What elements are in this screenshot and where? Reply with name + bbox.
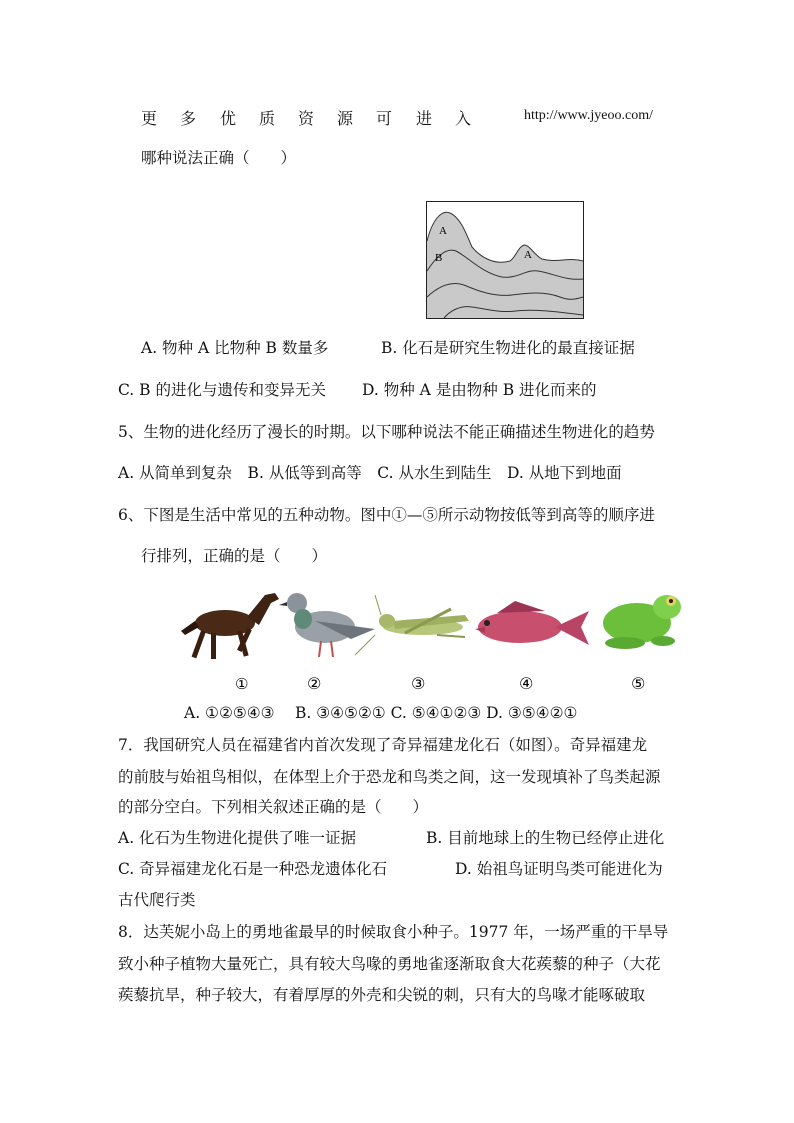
q7-option-b: B. 目前地球上的生物已经停止进化 — [426, 829, 665, 847]
frog-image — [603, 595, 681, 649]
horse-image — [181, 593, 279, 659]
q4-option-b: B. 化石是研究生物进化的最直接证据 — [381, 339, 635, 357]
q8-line-1: 8．达芙妮小岛上的勇地雀最早的时候取食小种子。1977 年，一场严重的干旱导 — [118, 923, 669, 941]
q4-option-d: D. 物种 A 是由物种 B 进化而来的 — [362, 381, 597, 399]
q8-line-3: 蒺藜抗旱，种子较大，有着厚厚的外壳和尖锐的刺，只有大的鸟喙才能啄破取 — [118, 986, 646, 1004]
header-url[interactable]: http://www.jyeoo.com/ — [524, 108, 653, 123]
header-char: 更 — [141, 109, 158, 128]
animals-figure — [175, 585, 695, 695]
header-char: 源 — [337, 109, 354, 128]
q7-line-2: 的前肢与始祖鸟相似，在体型上介于恐龙和鸟类之间，这一发现填补了鸟类起源 — [118, 768, 661, 786]
q7-option-d-cont: 古代爬行类 — [118, 891, 196, 909]
q7-option-d: D. 始祖鸟证明鸟类可能进化为 — [455, 860, 663, 878]
q8-line-2: 致小种子植物大量死亡，具有较大鸟喙的勇地雀逐渐取食大花蒺藜的种子（大花 — [118, 955, 661, 973]
header-char: 多 — [180, 109, 197, 128]
q5-stem: 5、生物的进化经历了漫长的时期。以下哪种说法不能正确描述生物进化的趋势 — [118, 423, 655, 441]
pigeon-image — [279, 593, 375, 657]
q7-option-c: C. 奇异福建龙化石是一种恐龙遗体化石 — [118, 860, 388, 878]
diagram-label-a1: A — [439, 225, 447, 237]
diagram-label-a2: A — [524, 249, 532, 261]
fish-image — [475, 601, 589, 645]
animal-label-3: ③ — [411, 674, 426, 693]
evolution-tree-diagram — [426, 201, 584, 319]
q4-option-c: C. B 的进化与遗传和变异无关 — [118, 381, 326, 399]
animal-label-2: ② — [307, 674, 322, 693]
q6-stem-2: 行排列，正确的是（ ） — [141, 547, 328, 565]
animal-label-5: ⑤ — [631, 674, 646, 693]
header-char: 可 — [376, 109, 393, 128]
header-char: 进 — [416, 109, 433, 128]
q4-stem-tail: 哪种说法正确（ ） — [141, 149, 297, 167]
q5-options: A. 从简单到复杂 B. 从低等到高等 C. 从水生到陆生 D. 从地下到地面 — [118, 464, 622, 482]
header-char: 入 — [455, 109, 472, 128]
q7-option-a: A. 化石为生物进化提供了唯一证据 — [118, 829, 357, 847]
header-char: 优 — [220, 109, 237, 128]
q6-stem-1: 6、下图是生活中常见的五种动物。图中①—⑤所示动物按低等到高等的顺序进 — [118, 506, 655, 524]
animal-label-1: ① — [235, 675, 249, 693]
q6-options: A. ①②⑤④③ B. ③④⑤②① C. ⑤④①②③ D. ③⑤④②① — [184, 704, 578, 722]
animal-label-4: ④ — [519, 674, 534, 693]
diagram-label-b: B — [435, 252, 443, 264]
grasshopper-image — [355, 595, 469, 655]
header-char: 资 — [298, 109, 315, 128]
q7-line-1: 7．我国研究人员在福建省内首次发现了奇异福建龙化石（如图）。奇异福建龙 — [118, 736, 648, 754]
q4-option-a: A. 物种 A 比物种 B 数量多 — [141, 339, 329, 357]
header-char: 质 — [259, 109, 276, 128]
q7-line-3: 的部分空白。下列相关叙述正确的是（ ） — [118, 798, 429, 816]
